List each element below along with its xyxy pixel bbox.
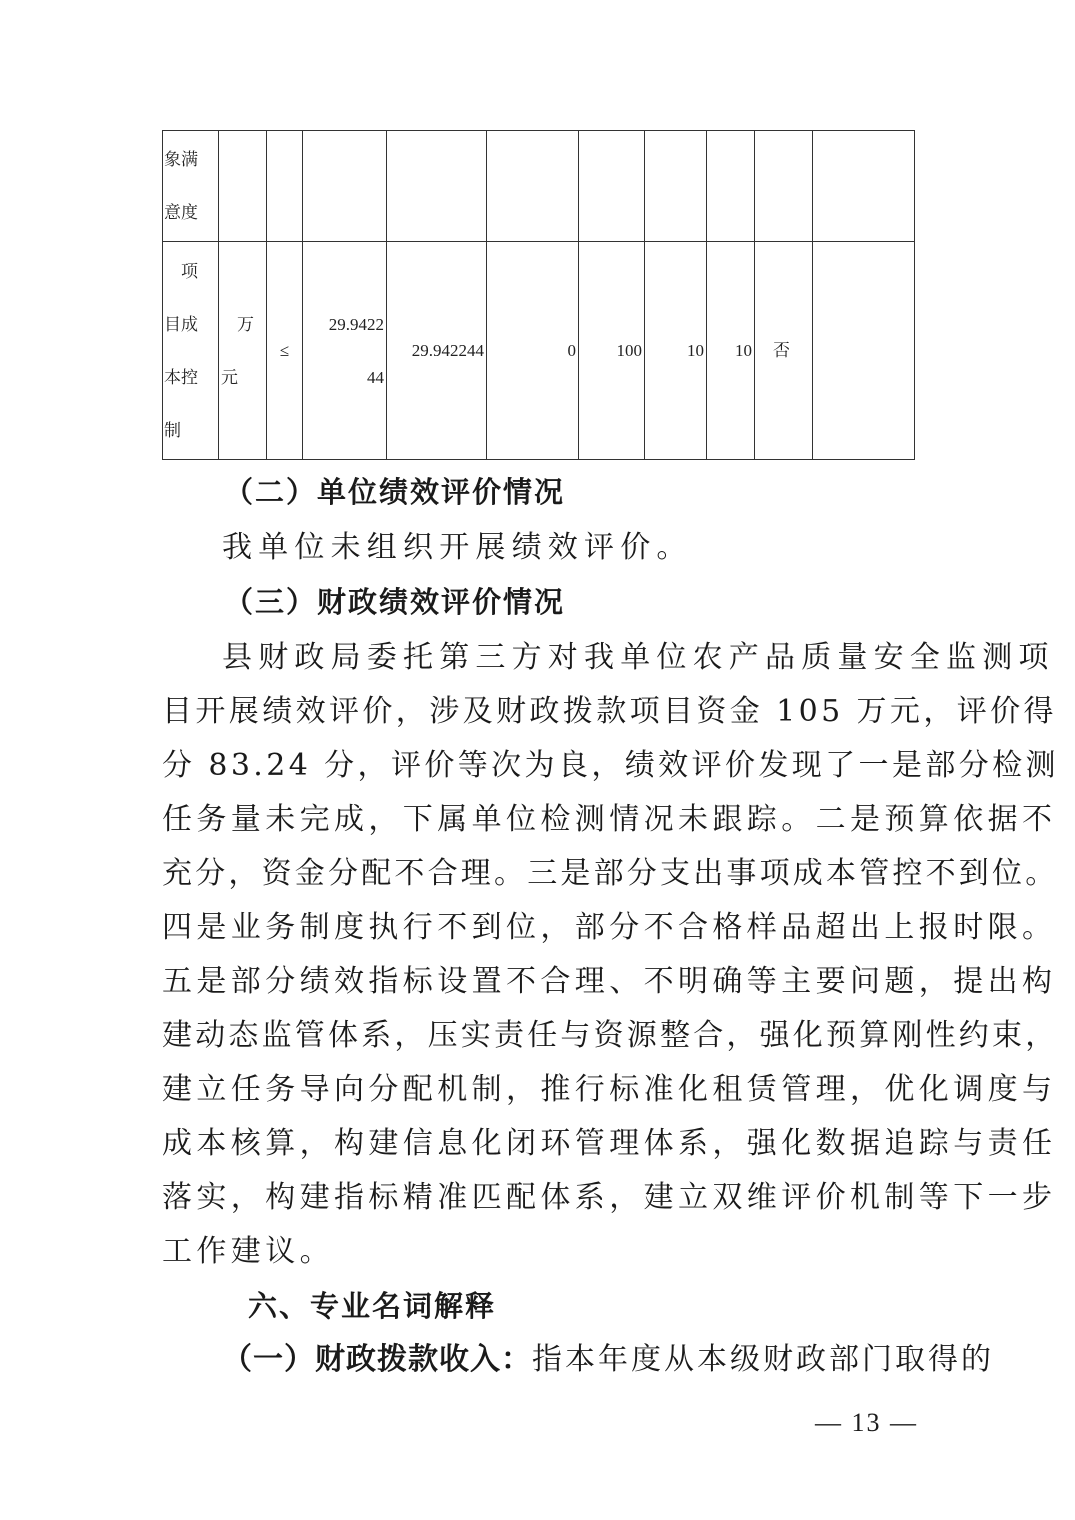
paragraph-line: 县财政局委托第三方对我单位农产品质量安全监测项 bbox=[222, 640, 1055, 675]
indicator-line: 制 bbox=[164, 420, 181, 440]
cell-weight bbox=[645, 131, 707, 242]
cell-weight: 10 bbox=[645, 242, 707, 460]
paragraph-line: 落实，构建指标精准匹配体系，建立双维评价机制等下一步 bbox=[162, 1180, 1057, 1215]
term-definition: 指本年度从本级财政部门取得的 bbox=[532, 1342, 994, 1377]
cell-target bbox=[303, 242, 387, 460]
term-definition-line bbox=[222, 1340, 994, 1380]
paragraph-line: 四是业务制度执行不到位，部分不合格样品超出上报时限。 bbox=[162, 910, 1057, 945]
page-number: — 13 — bbox=[815, 1408, 918, 1437]
cell-unit bbox=[219, 131, 267, 242]
paragraph-line: 任务量未完成，下属单位检测情况未跟踪。二是预算依据不 bbox=[162, 802, 1057, 837]
cell-actual: 29.942244 bbox=[387, 242, 487, 460]
cell-operator: ≤ bbox=[267, 242, 303, 460]
paragraph-line: 充分，资金分配不合理。三是部分支出事项成本管控不到位。 bbox=[162, 856, 1059, 891]
cell-score bbox=[707, 131, 755, 242]
cell-remark bbox=[813, 242, 915, 460]
cell-completion: 100 bbox=[579, 242, 645, 460]
performance-indicator-table bbox=[162, 130, 915, 460]
paragraph-line: 目开展绩效评价，涉及财政拨款项目资金 105 万元，评价得 bbox=[162, 694, 1057, 729]
unit-line: 万 bbox=[237, 314, 254, 334]
target-line: 29.9422 bbox=[328, 314, 384, 334]
cell-unit bbox=[219, 242, 267, 460]
section-heading-unit-evaluation: （二）单位绩效评价情况 bbox=[224, 475, 566, 509]
paragraph-line: 工作建议。 bbox=[162, 1234, 334, 1269]
paragraph-line: 成本核算，构建信息化闭环管理体系，强化数据追踪与责任 bbox=[162, 1126, 1057, 1161]
cell-target bbox=[303, 131, 387, 242]
cell-actual bbox=[387, 131, 487, 242]
indicator-line: 象满 bbox=[164, 150, 198, 169]
paragraph-line: 建动态监管体系，压实责任与资源整合，强化预算刚性约束， bbox=[162, 1018, 1059, 1053]
cell-deducted bbox=[755, 131, 813, 242]
indicator-line: 意度 bbox=[164, 203, 198, 222]
section-heading-finance-evaluation: （三）财政绩效评价情况 bbox=[224, 585, 566, 619]
cell-completion bbox=[579, 131, 645, 242]
cell-remark bbox=[813, 131, 915, 242]
cell-indicator bbox=[163, 242, 219, 460]
cell-deviation: 0 bbox=[487, 242, 579, 460]
cell-deviation bbox=[487, 131, 579, 242]
target-line: 44 bbox=[367, 367, 384, 387]
paragraph-line: 建立任务导向分配机制，推行标准化租赁管理，优化调度与 bbox=[162, 1072, 1057, 1107]
table-row-cost-control bbox=[163, 242, 915, 460]
indicator-line: 目成 bbox=[164, 314, 198, 334]
cell-deducted: 否 bbox=[755, 242, 813, 460]
indicator-line: 项 bbox=[181, 261, 198, 281]
paragraph-line: 五是部分绩效指标设置不合理、不明确等主要问题，提出构 bbox=[162, 964, 1057, 999]
section-heading-terms: 六、专业名词解释 bbox=[248, 1289, 497, 1323]
paragraph-line: 分 83.24 分，评价等次为良，绩效评价发现了一是部分检测 bbox=[162, 748, 1059, 783]
cell-operator bbox=[267, 131, 303, 242]
cell-indicator bbox=[163, 131, 219, 242]
paragraph-unit-evaluation: 我单位未组织开展绩效评价。 bbox=[222, 530, 693, 565]
table-row-satisfaction bbox=[163, 131, 915, 242]
indicator-line: 本控 bbox=[164, 367, 198, 387]
term-label: （一）财政拨款收入： bbox=[222, 1342, 532, 1377]
unit-line: 元 bbox=[221, 367, 238, 387]
cell-score: 10 bbox=[707, 242, 755, 460]
